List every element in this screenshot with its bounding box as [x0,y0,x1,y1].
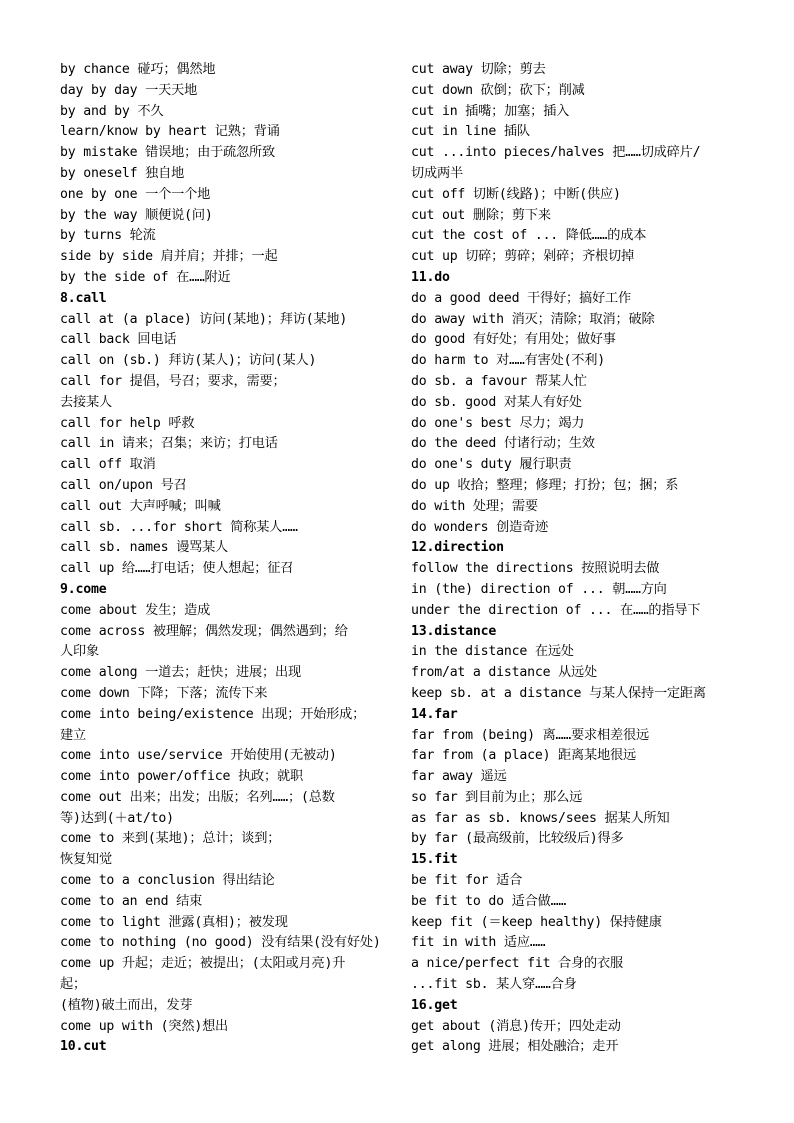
phrase-entry: by chance 碰巧；偶然地 [60,62,216,77]
section-heading: 16.get [411,997,458,1013]
phrase-entry: come to light 泄露(真相)；被发现 [60,914,288,930]
phrase-entry: 切成两半 [411,165,463,181]
phrase-entry: call out 大声呼喊；叫喊 [60,498,221,514]
phrase-entry: come up with (突然)想出 [60,1018,229,1034]
phrase-entry: call at (a place) 访问(某地)；拜访(某地) [60,311,348,327]
phrase-entry: be fit for 适合 [411,873,523,889]
phrase-entry: keep fit (＝keep healthy) 保持健康 [411,914,662,930]
phrase-entry: cut down 砍倒；砍下；削减 [411,82,585,98]
phrase-entry: keep sb. at a distance 与某人保持一定距离 [411,685,706,701]
phrase-entry: far away 遥远 [411,769,507,785]
phrase-entry: follow the directions 按照说明去做 [411,561,660,577]
phrase-entry: be fit to do 适合做…… [411,893,567,909]
phrase-entry: call sb. ...for short 简称某人…… [60,519,298,535]
phrase-entry: in (the) direction of ... 朝……方向 [411,581,667,597]
phrase-entry: come to a conclusion 得出结论 [60,873,275,889]
phrase-entry: from/at a distance 从远处 [411,665,598,681]
phrase-entry: (植物)破土而出，发芽 [60,997,193,1013]
phrase-entry: side by side 肩并肩；并排；一起 [60,249,278,265]
phrase-entry: come along 一道去；赶快；进展；出现 [60,665,301,681]
phrase-entry: come down 下降；下落；流传下来 [60,685,268,701]
phrase-entry: do up 收拾；整理；修理；打扮；包；捆；系 [411,477,679,493]
phrase-entry: come to an end 结束 [60,893,203,909]
phrase-entry: call off 取消 [60,457,156,473]
phrase-entry: do a good deed 干得好；搞好工作 [411,290,631,306]
phrase-entry: do sb. a favour 帮某人忙 [411,373,587,389]
phrase-entry: get along 进展；相处融洽；走开 [411,1039,619,1055]
phrase-entry: come to 来到(某地)；总计；谈到； [60,831,281,847]
phrase-entry: come about 发生；造成 [60,602,211,618]
phrase-entry: a nice/perfect fit 合身的衣服 [411,956,623,972]
phrase-entry: learn/know by heart 记熟；背诵 [60,124,280,140]
phrase-entry: cut out 删除；剪下来 [411,207,551,223]
phrase-entry: come into being/existence 出现；开始形成； [60,706,366,722]
phrase-entry: call on (sb.) 拜访(某人)；访问(某人) [60,353,317,369]
phrase-entry: do harm to 对……有害处(不利) [411,353,606,369]
phrase-entry: so far 到目前为止；那么远 [411,789,583,805]
phrase-entry: one by one 一个一个地 [60,186,211,202]
section-heading: 13.distance [411,623,497,639]
section-heading: 12.direction [411,540,504,556]
section-heading: 14.far [411,706,458,722]
section-heading: 15.fit [411,852,458,868]
phrase-entry: call in 请来；召集；来访；打电话 [60,436,278,452]
phrase-entry: come out 出来；出发；出版；名列……；(总数 [60,789,335,805]
phrase-entry: cut off 切断(线路)；中断(供应) [411,186,621,202]
phrase-entry: cut away 切除；剪去 [411,62,546,77]
phrase-entry: call on/upon 号召 [60,477,187,493]
phrase-entry: cut ...into pieces/halves 把……切成碎片/ [411,145,701,161]
phrase-entry: do one's duty 履行职责 [411,457,572,473]
phrase-entry: under the direction of ... 在……的指导下 [411,602,701,618]
phrase-entry: 人印象 [60,644,99,660]
phrase-entry: come to nothing (no good) 没有结果(没有好处) [60,935,381,951]
phrase-entry: do one's best 尽力；竭力 [411,415,585,431]
right-column [411,60,746,1058]
section-heading: 8.call [60,290,107,306]
section-heading: 11.do [411,269,450,285]
phrase-entry: in the distance 在远处 [411,644,574,660]
left-column [60,60,395,1058]
phrase-entry: 去接某人 [60,394,112,410]
phrase-entry: 恢复知觉 [60,852,112,868]
phrase-entry: get about (消息)传开；四处走动 [411,1018,621,1034]
phrase-entry: come up 升起；走近；被提出；(太阳或月亮)升 [60,956,346,972]
phrase-entry: as far as sb. knows/sees 据某人所知 [411,810,670,826]
phrase-entry: call for 提倡，号召；要求，需要； [60,373,286,389]
phrase-entry: by far (最高级前，比较级后)得多 [411,831,624,847]
phrase-entry: by turns 轮流 [60,228,156,244]
phrase-entry: do away with 消灭；清除；取消；破除 [411,311,655,327]
phrase-entry: far from (a place) 距离某地很远 [411,748,636,764]
phrase-entry: far from (being) 离……要求相差很远 [411,727,649,743]
phrase-entry: call back 回电话 [60,332,177,348]
phrase-entry: ...fit sb. 某人穿……合身 [411,977,577,993]
phrase-entry: do good 有好处；有用处；做好事 [411,332,616,348]
phrase-entry: do the deed 付诸行动；生效 [411,436,595,452]
phrase-entry: by oneself 独自地 [60,165,185,181]
phrase-entry: 建立 [60,727,86,743]
phrase-entry: cut in line 插队 [411,124,530,140]
phrase-entry: 等)达到(＋at/to) [60,810,174,826]
phrase-entry: call for help 呼救 [60,415,195,431]
phrase-entry: come across 被理解；偶然发现；偶然遇到；给 [60,623,348,639]
phrase-entry: by and by 不久 [60,103,164,119]
phrase-entry: 起； [60,977,86,993]
phrase-entry: do sb. good 对某人有好处 [411,394,582,410]
phrase-entry: call sb. names 谩骂某人 [60,540,229,556]
phrase-entry: cut up 切碎；剪碎；剁碎；齐根切掉 [411,249,635,265]
phrase-entry: day by day 一天天地 [60,82,198,98]
phrase-entry: call up 给……打电话；使人想起；征召 [60,561,294,577]
phrase-entry: by the way 顺便说(问) [60,207,213,223]
phrase-entry: fit in with 适应…… [411,935,546,951]
phrase-entry: by mistake 错误地；由于疏忽所致 [60,145,276,161]
phrase-entry: cut in 插嘴；加塞；插入 [411,103,570,119]
phrase-entry: come into use/service 开始使用(无被动) [60,748,337,764]
phrase-entry: cut the cost of ... 降低……的成本 [411,228,647,244]
phrase-entry: do wonders 创造奇迹 [411,519,549,535]
phrase-entry: by the side of 在……附近 [60,269,231,285]
section-heading: 9.come [60,581,107,597]
phrase-entry: do with 处理；需要 [411,498,538,514]
section-heading: 10.cut [60,1039,107,1055]
phrase-entry: come into power/office 执政；就职 [60,769,303,785]
